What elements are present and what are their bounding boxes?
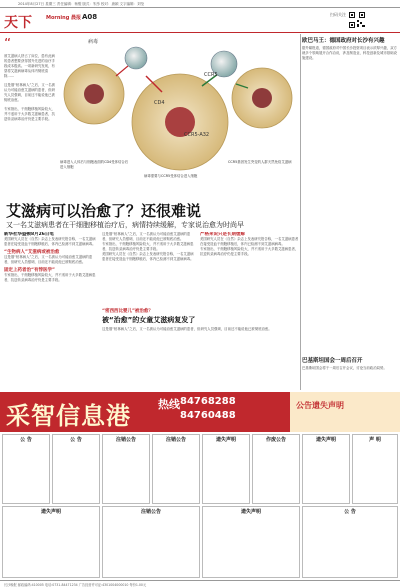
classified-box: [302, 506, 398, 578]
diagram-caption-2: 病毒需要与CCR5受体结合进入细胞: [144, 174, 198, 178]
classified-title: 声 明: [369, 437, 381, 443]
classified-title: 遗失声明: [40, 509, 61, 515]
classified-title: 公 告: [344, 509, 356, 515]
ad-side-panel: [290, 392, 400, 432]
page-topbar: 2014年8月27日 星期三 责任编辑：杨骏 版式：朱彤 校对：唐颖 文字编辑：刘莹: [0, 0, 400, 8]
section-title: 天下: [4, 15, 32, 31]
right-column: [302, 36, 398, 396]
sub-article-body: 这是继“柏林病人”之后，又一名被认为可能治愈艾滋病的患者，但研究人员强调，目前还不能说他已被彻底治愈。: [102, 327, 272, 331]
right-column-body-1: 据外媒报道，德国政府对中国长沙投资项目表示浓厚兴趣，双方就多个领域展开合作洽谈，涉及制造业、科技创新及城市基础设施建设。: [302, 46, 397, 60]
classified-box: [202, 506, 300, 578]
classified-title: 遗失声明: [215, 437, 236, 443]
classified-box: [102, 506, 200, 578]
right-column-title-1: 欧巴马王：德国政府对长沙有兴趣: [302, 38, 385, 44]
article-paragraph: 专家指出，干细胞移植风险较大，并不适用于大多数艾滋病患者，抗逆转录病毒治疗仍是主要手段。: [102, 242, 194, 251]
article-subhead: 又一名艾滋病患者在干细胞移植治疗后，病情持续缓解，专家说治愈为时尚早: [6, 221, 244, 229]
classified-box: [102, 434, 150, 504]
subsection-heading: 严格来说只是长期缓解: [200, 232, 245, 237]
classified-title: 注销公告: [115, 437, 136, 443]
page-number: A08: [82, 13, 98, 21]
ad-phone-2: 84760488: [180, 410, 236, 421]
intro-column: [4, 38, 56, 188]
wechat-label: 扫码关注: [330, 12, 346, 17]
article-paragraph: 专家指出，干细胞移植风险较大，并不适用于大多数艾滋病患者，抗逆转录病毒治疗仍是主要手段。: [4, 273, 96, 282]
classified-title: 遗失声明: [315, 437, 336, 443]
classified-title: 遗失声明: [240, 509, 261, 515]
qr-code-icon: [348, 11, 366, 29]
classified-box: [302, 434, 350, 504]
classified-box: [2, 506, 100, 578]
ad-hotline-label: 热线: [158, 398, 180, 411]
classified-box: [202, 434, 250, 504]
article-paragraph: 美国研究人员在《自然》杂志上发表研究报告称，一名艾滋病患者在接受造血干细胞移植后，体内已检测不到艾滋病病毒。: [102, 252, 194, 261]
article-paragraph: 美国研究人员在《自然》杂志上发表研究报告称，一名艾滋病患者在接受造血干细胞移植后，体内已检测不到艾滋病病毒。: [4, 237, 96, 246]
diagram-caption-3: CCR5基因发生突变的人群天然免疫艾滋病: [228, 160, 292, 164]
classified-box: [52, 434, 100, 504]
article-headline: 艾滋病可以治愈了？还很难说: [6, 202, 202, 220]
diagram-caption-1: 病毒进入人体后与细胞表面的CD4受体结合后进入细胞: [60, 160, 129, 169]
classified-box: [2, 434, 50, 504]
right-column-body-2: 巴基斯坦国会将于一周后召开会议，讨论当前政治局势。: [302, 366, 387, 370]
classified-title: 公 告: [70, 437, 82, 443]
intro-lead: 被艾滋病人挤占了床位，患有此病的患者想要获得国外先进的治疗手段成本极高。一项新研究发现，有望将艾滋病病毒从体内彻底清除……: [4, 54, 55, 78]
diagram-label-virus: 病毒: [88, 39, 99, 45]
intro-body-2: 专家指出，干细胞移植风险较大，并不适用于大多数艾滋病患者，抗逆转录病毒治疗仍是主要手段。: [4, 107, 55, 121]
classified-box: [352, 434, 398, 504]
sub-article: [102, 308, 300, 389]
subsection-heading: “生物病人”艾滋病或被治愈: [4, 250, 60, 255]
diagram-label-ccr5: CCR5: [204, 72, 218, 78]
classified-title: 公 告: [20, 437, 32, 443]
svg-text:“: “: [4, 38, 12, 48]
subsection-heading: “密西西比婴儿”被治愈？: [102, 309, 153, 314]
classifieds: [0, 432, 400, 580]
intro-body: 这是继“柏林病人”之后，又一名被认为可能治愈艾滋病的患者，但研究人员强调，目前还不能说他已被彻底治愈。: [4, 83, 55, 102]
article-column-1: [4, 232, 98, 388]
article-paragraph: 美国研究人员在《自然》杂志上发表研究报告称，一名艾滋病患者在接受造血干细胞移植后，体内已检测不到艾滋病病毒。: [200, 237, 299, 246]
classified-box: [152, 434, 200, 504]
ad-side-title: 公告遗失声明: [296, 401, 344, 410]
right-column-title-2: 巴基斯坦国会一周后召开: [302, 358, 363, 364]
quote-mark-icon: [4, 38, 56, 52]
column-divider: [300, 34, 301, 390]
byline: 新华社华盛顿8月26日电: [4, 232, 54, 237]
article-body: [4, 232, 300, 388]
diagram-label-ccr5-mutant: CCR5-A32: [184, 132, 210, 138]
hiv-diagram: [58, 36, 300, 196]
article-paragraph: 这是继“柏林病人”之后，又一名被认为可能治愈艾滋病的患者，但研究人员强调，目前还不能说他已被彻底治愈。: [4, 255, 93, 264]
classified-title: 作废公告: [265, 437, 286, 443]
article-paragraph: 这是继“柏林病人”之后，又一名被认为可能治愈艾滋病的患者，但研究人员强调，目前还不能说他已被彻底治愈。: [102, 232, 191, 241]
ad-title: 采智信息港: [6, 401, 131, 430]
paper-label: Morning 晨报: [46, 15, 82, 21]
classified-title: 注销公告: [165, 437, 186, 443]
classified-title: 注销公告: [140, 509, 161, 515]
diagram-label-cd4: CD4: [154, 100, 165, 106]
page-footer: 长沙晚报 邮政编码:410005 电话:0731-84471234 广告经营许可证:4301004000010 每份1.00元: [0, 580, 400, 588]
sub-article-headline: 被“治愈”的女童艾滋病复发了: [102, 316, 196, 324]
classified-box: [252, 434, 300, 504]
subsection-heading: 固定上药者治“有悖医学”: [4, 268, 55, 273]
ad-phone-1: 84768288: [180, 396, 236, 407]
article-paragraph: 专家指出，干细胞移植风险较大，并不适用于大多数艾滋病患者，抗逆转录病毒治疗仍是主要手段。: [200, 247, 299, 256]
